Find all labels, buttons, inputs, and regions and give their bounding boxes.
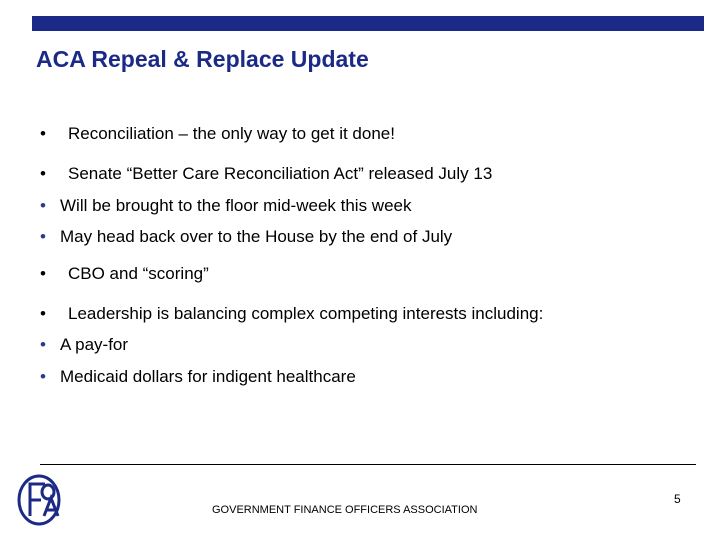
bullet-text: Senate “Better Care Reconciliation Act” released July 13 — [68, 164, 493, 183]
page-number: 5 — [674, 492, 681, 506]
bullet-marker: • — [40, 196, 46, 215]
bullet-text: Reconciliation – the only way to get it done! — [68, 124, 395, 143]
bullet-marker: • — [40, 304, 46, 323]
bullet-item — [40, 304, 543, 324]
bullet-text: A pay-for — [60, 335, 129, 354]
sub-bullet-item — [40, 196, 412, 216]
bullet-text: Will be brought to the floor mid-week this week — [60, 196, 412, 215]
bullet-text: CBO and “scoring” — [68, 264, 209, 283]
gfoa-logo-icon — [14, 470, 64, 530]
sub-bullet-item — [40, 367, 356, 387]
bullet-text: Leadership is balancing complex competing interests including: — [68, 304, 544, 323]
sub-bullet-item — [40, 227, 452, 247]
bullet-marker: • — [40, 164, 46, 183]
bullet-marker: • — [40, 264, 46, 283]
bullet-item — [40, 124, 395, 144]
footer-divider — [40, 464, 696, 465]
sub-bullet-item — [40, 335, 128, 355]
bullet-text: May head back over to the House by the end of July — [60, 227, 453, 246]
bullet-text: Medicaid dollars for indigent healthcare — [60, 367, 356, 386]
footer-organization: GOVERNMENT FINANCE OFFICERS ASSOCIATION — [212, 504, 478, 516]
bullet-marker: • — [40, 124, 46, 143]
header-bar — [32, 16, 704, 31]
bullet-item — [40, 264, 209, 284]
bullet-item — [40, 164, 492, 184]
slide-title: ACA Repeal & Replace Update — [36, 46, 369, 72]
bullet-marker: • — [40, 335, 46, 354]
bullet-marker: • — [40, 227, 46, 246]
bullet-marker: • — [40, 367, 46, 386]
